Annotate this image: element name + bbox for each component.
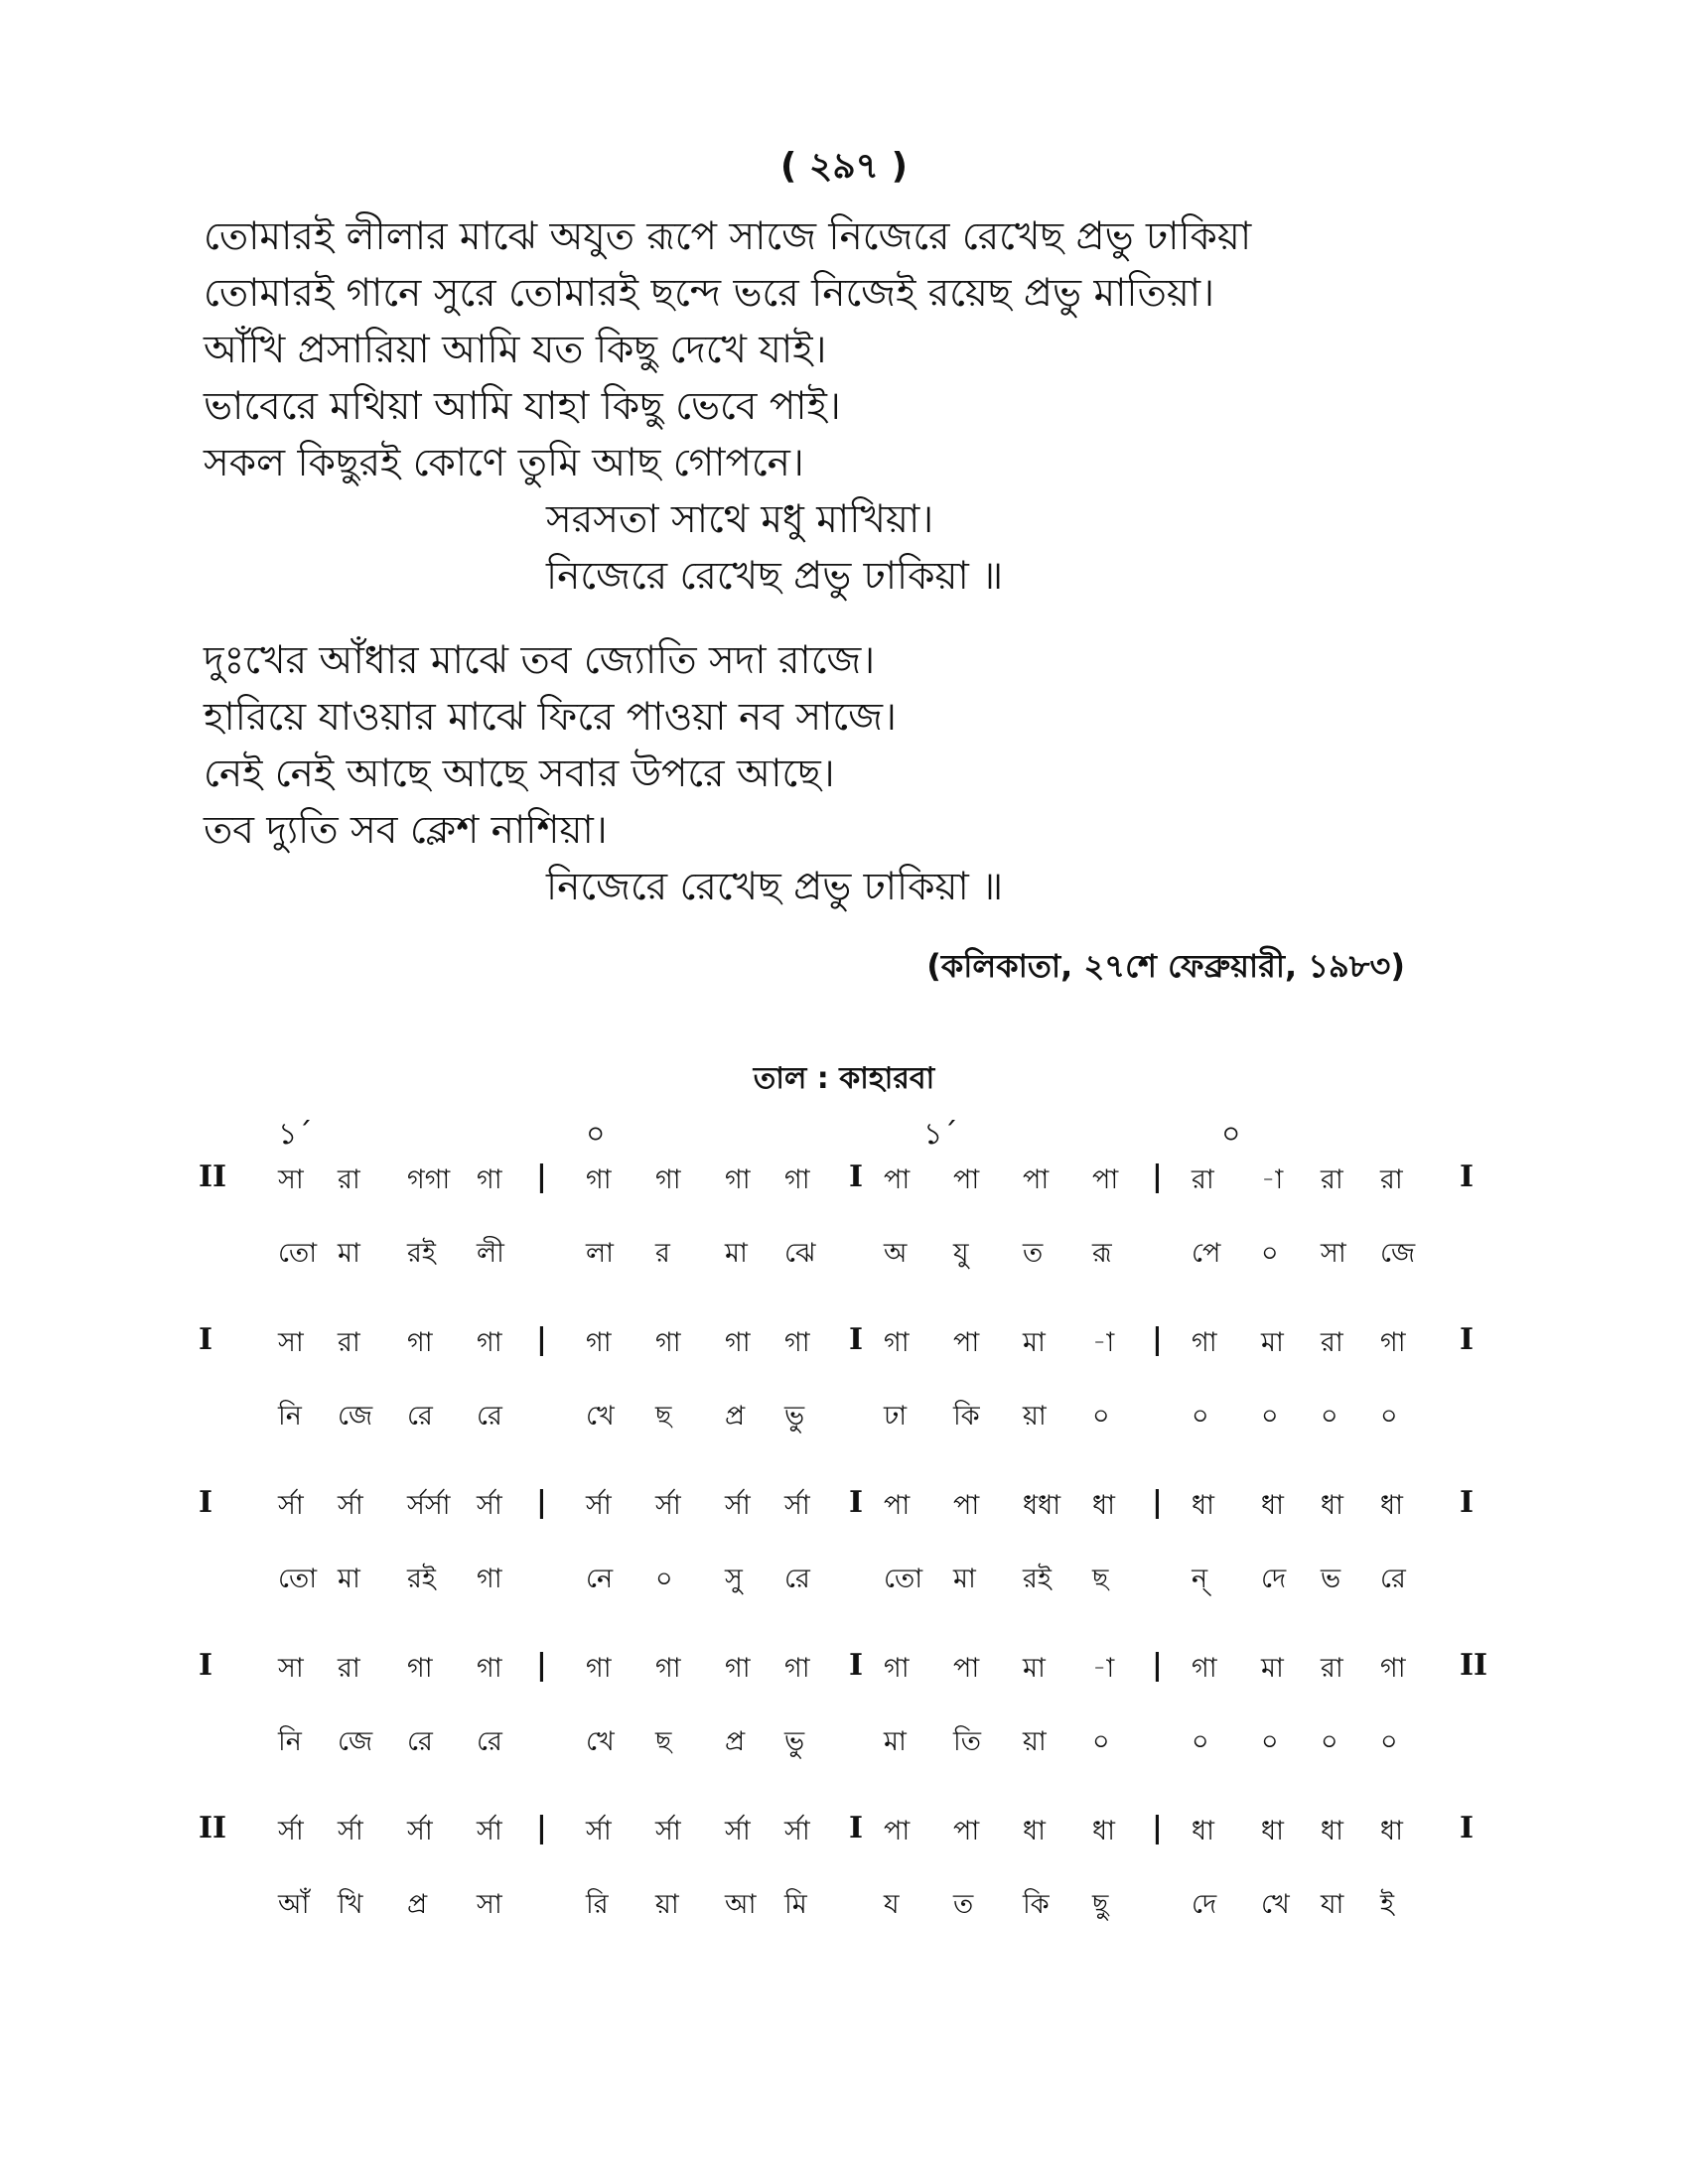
swara-note: ধা bbox=[1261, 1490, 1284, 1521]
beat-marker: ০ bbox=[1221, 1117, 1241, 1152]
syllable: জে bbox=[338, 1726, 373, 1757]
beat-marker: ১´ bbox=[278, 1117, 313, 1152]
lyric-line: নিজেরে রেখেছ প্রভু ঢাকিয়া ॥ bbox=[546, 554, 1004, 599]
lyric-line: নেই নেই আছে আছে সবার উপরে আছে। bbox=[204, 751, 835, 796]
swara-note: গা bbox=[1380, 1327, 1406, 1358]
syllable: মা bbox=[884, 1726, 907, 1757]
bar-line: | bbox=[1152, 1648, 1163, 1683]
bar-line: | bbox=[536, 1322, 547, 1357]
swara-note: র্সা bbox=[586, 1490, 612, 1521]
syllable-row bbox=[194, 1884, 1504, 1974]
syllable: ছু bbox=[1092, 1889, 1109, 1920]
bar-line: | bbox=[1152, 1160, 1163, 1194]
syllable: ০ bbox=[1092, 1401, 1110, 1432]
swara-note: গা bbox=[784, 1653, 810, 1684]
syllable: রই bbox=[407, 1238, 436, 1269]
swara-note: ধা bbox=[1092, 1490, 1115, 1521]
bar-line: I bbox=[849, 1160, 864, 1194]
swara-note: ধা bbox=[1261, 1816, 1284, 1846]
bar-line: | bbox=[536, 1648, 547, 1683]
swara-note: র্সা bbox=[725, 1816, 751, 1846]
syllable: আ bbox=[725, 1889, 757, 1920]
syllable: রূ bbox=[1092, 1238, 1112, 1269]
beat-markers bbox=[194, 1110, 1504, 1160]
syllable: ০ bbox=[1321, 1726, 1338, 1757]
swara-note: গগা bbox=[407, 1164, 451, 1195]
syllable: য়া bbox=[1023, 1726, 1047, 1757]
lyric-line: নিজেরে রেখেছ প্রভু ঢাকিয়া ॥ bbox=[546, 865, 1004, 909]
swara-note: গা bbox=[884, 1653, 910, 1684]
notation-row bbox=[194, 1811, 1504, 1884]
composition-dateline: (কলিকাতা, ২৭শে ফেব্রুয়ারী, ১৯৮৩) bbox=[926, 947, 1405, 985]
syllable: দে bbox=[1261, 1564, 1287, 1594]
swara-note: পা bbox=[953, 1327, 980, 1358]
syllable: দে bbox=[1192, 1889, 1217, 1920]
swara-note: র্সা bbox=[784, 1816, 810, 1846]
swaralipi-notation bbox=[194, 1110, 1504, 1974]
stanza-gap bbox=[204, 605, 1494, 632]
bar-line-open: II bbox=[199, 1160, 227, 1194]
bar-line: | bbox=[536, 1160, 547, 1194]
syllable: রে bbox=[784, 1564, 810, 1594]
tala-heading: তাল : কাহারবা bbox=[753, 1061, 935, 1096]
syllable: অ bbox=[884, 1238, 908, 1269]
notation-row bbox=[194, 1322, 1504, 1396]
swara-note: র্সা bbox=[655, 1490, 681, 1521]
bar-line: I bbox=[849, 1485, 864, 1520]
syllable: য়া bbox=[1023, 1401, 1047, 1432]
syllable: মা bbox=[953, 1564, 976, 1594]
bar-line-close: I bbox=[1460, 1322, 1475, 1357]
syllable: ঢা bbox=[884, 1401, 908, 1432]
lyric-line: সরসতা সাথে মধু মাখিয়া। bbox=[546, 497, 934, 542]
bar-line-close: I bbox=[1460, 1160, 1475, 1194]
bar-line: I bbox=[849, 1811, 864, 1845]
syllable: ০ bbox=[655, 1564, 673, 1594]
swara-note: গা bbox=[477, 1164, 502, 1195]
syllable: তি bbox=[953, 1726, 981, 1757]
swara-note: পা bbox=[884, 1490, 911, 1521]
syllable: ভু bbox=[784, 1401, 805, 1432]
swara-note: পা bbox=[953, 1816, 980, 1846]
syllable: রে bbox=[477, 1401, 502, 1432]
bar-line: I bbox=[849, 1648, 864, 1683]
swara-note: ধা bbox=[1192, 1816, 1214, 1846]
syllable-row bbox=[194, 1396, 1504, 1485]
lyric-line: ভাবেরে মথিয়া আমি যাহা কিছু ভেবে পাই। bbox=[204, 384, 841, 429]
syllable: ঝে bbox=[784, 1238, 816, 1269]
swara-note: র্সা bbox=[338, 1490, 363, 1521]
swara-note: গা bbox=[725, 1653, 751, 1684]
syllable: নি bbox=[278, 1401, 302, 1432]
swara-note: গা bbox=[655, 1327, 681, 1358]
syllable: ০ bbox=[1261, 1238, 1279, 1269]
syllable: জে bbox=[1380, 1238, 1416, 1269]
syllable: ০ bbox=[1261, 1726, 1279, 1757]
page-number: ( ২৯৭ ) bbox=[779, 146, 909, 187]
bar-line-open: I bbox=[199, 1322, 213, 1357]
swara-note: রা bbox=[338, 1164, 360, 1195]
syllable: ত bbox=[1023, 1238, 1044, 1269]
swara-note: গা bbox=[884, 1327, 910, 1358]
bar-line: | bbox=[536, 1811, 547, 1845]
swara-note: ধা bbox=[1192, 1490, 1214, 1521]
swara-note: ধধা bbox=[1023, 1490, 1061, 1521]
swara-note: সা bbox=[278, 1164, 304, 1195]
syllable-row bbox=[194, 1559, 1504, 1648]
syllable: যা bbox=[1321, 1889, 1344, 1920]
bar-line: | bbox=[1152, 1322, 1163, 1357]
swara-note: গা bbox=[477, 1653, 502, 1684]
swara-note: র্সা bbox=[278, 1490, 304, 1521]
swara-note: গা bbox=[586, 1164, 612, 1195]
swara-note: পা bbox=[884, 1164, 911, 1195]
swara-note: গা bbox=[407, 1327, 433, 1358]
syllable: রি bbox=[586, 1889, 609, 1920]
swara-note: গা bbox=[586, 1653, 612, 1684]
syllable: রে bbox=[407, 1401, 433, 1432]
swara-note: র্সর্সা bbox=[407, 1490, 451, 1521]
swara-note: গা bbox=[655, 1653, 681, 1684]
swara-note: রা bbox=[338, 1327, 360, 1358]
syllable: রই bbox=[1023, 1564, 1052, 1594]
syllable: য bbox=[884, 1889, 900, 1920]
syllable: সু bbox=[725, 1564, 743, 1594]
lyric-line: হারিয়ে যাওয়ার মাঝে ফিরে পাওয়া নব সাজে। bbox=[204, 695, 897, 740]
syllable: ভ bbox=[1321, 1564, 1341, 1594]
notation-row bbox=[194, 1648, 1504, 1721]
swara-note: র্সা bbox=[586, 1816, 612, 1846]
swara-note: র্সা bbox=[477, 1816, 502, 1846]
syllable: লা bbox=[586, 1238, 614, 1269]
syllable: র bbox=[655, 1238, 670, 1269]
syllable: মা bbox=[338, 1238, 360, 1269]
syllable: মি bbox=[784, 1889, 807, 1920]
syllable: পে bbox=[1192, 1238, 1221, 1269]
swara-note: গা bbox=[1380, 1653, 1406, 1684]
lyric-line: সকল কিছুরই কোণে তুমি আছ গোপনে। bbox=[204, 441, 804, 485]
bar-line: I bbox=[849, 1322, 864, 1357]
swara-note: মা bbox=[1261, 1327, 1284, 1358]
syllable: রই bbox=[407, 1564, 436, 1594]
syllable: য়া bbox=[655, 1889, 679, 1920]
swara-note: গা bbox=[407, 1653, 433, 1684]
bar-line-open: II bbox=[199, 1811, 227, 1845]
swara-note: রা bbox=[1380, 1164, 1403, 1195]
syllable: ০ bbox=[1261, 1401, 1279, 1432]
bar-line-close: I bbox=[1460, 1811, 1475, 1845]
syllable: ই bbox=[1380, 1889, 1395, 1920]
swara-note: পা bbox=[953, 1653, 980, 1684]
bar-line-close: II bbox=[1460, 1648, 1488, 1683]
syllable: ত bbox=[953, 1889, 974, 1920]
syllable: মা bbox=[338, 1564, 360, 1594]
syllable: তো bbox=[278, 1564, 318, 1594]
swara-note: ধা bbox=[1023, 1816, 1046, 1846]
lyric-line: দুঃখের আঁধার মাঝে তব জ্যোতি সদা রাজে। bbox=[204, 638, 876, 683]
syllable: নি bbox=[278, 1726, 302, 1757]
swara-note: গা bbox=[655, 1164, 681, 1195]
swara-note: ধা bbox=[1380, 1816, 1403, 1846]
syllable: ছ bbox=[655, 1401, 672, 1432]
beat-marker: ১´ bbox=[923, 1117, 958, 1152]
syllable: প্র bbox=[725, 1401, 746, 1432]
swara-note: রা bbox=[1321, 1653, 1343, 1684]
syllable: রে bbox=[1380, 1564, 1406, 1594]
syllable: ছ bbox=[1092, 1564, 1109, 1594]
swara-note: ধা bbox=[1321, 1490, 1343, 1521]
swara-note: র্সা bbox=[655, 1816, 681, 1846]
bar-line-open: I bbox=[199, 1648, 213, 1683]
lyric-line: তব দ্যুতি সব ক্লেশ নাশিয়া। bbox=[204, 808, 608, 853]
swara-note: রা bbox=[1321, 1327, 1343, 1358]
swara-note: ধা bbox=[1092, 1816, 1115, 1846]
syllable-row bbox=[194, 1721, 1504, 1811]
syllable: প্র bbox=[725, 1726, 746, 1757]
syllable: প্র bbox=[407, 1889, 428, 1920]
bar-line: | bbox=[1152, 1485, 1163, 1520]
swara-note: পা bbox=[953, 1164, 980, 1195]
swara-note: রা bbox=[338, 1653, 360, 1684]
bar-line: | bbox=[1152, 1811, 1163, 1845]
swara-note: -া bbox=[1092, 1327, 1115, 1358]
swara-note: রা bbox=[1192, 1164, 1214, 1195]
syllable: সা bbox=[477, 1889, 502, 1920]
swara-note: র্সা bbox=[338, 1816, 363, 1846]
swara-note: গা bbox=[784, 1164, 810, 1195]
syllable: ০ bbox=[1380, 1726, 1398, 1757]
swara-note: -া bbox=[1092, 1653, 1115, 1684]
swara-note: গা bbox=[586, 1327, 612, 1358]
lyric-line: তোমারই গানে সুরে তোমারই ছন্দে ভরে নিজেই রয়েছ প্রভু মাতিয়া। bbox=[204, 271, 1215, 316]
swara-note: পা bbox=[884, 1816, 911, 1846]
swara-note: র্সা bbox=[278, 1816, 304, 1846]
swara-note: ধা bbox=[1321, 1816, 1343, 1846]
syllable: কি bbox=[953, 1401, 980, 1432]
notation-row bbox=[194, 1485, 1504, 1559]
beat-marker: ০ bbox=[586, 1117, 606, 1152]
swara-note: গা bbox=[1192, 1653, 1217, 1684]
swara-note: মা bbox=[1023, 1327, 1046, 1358]
swara-note: সা bbox=[278, 1327, 304, 1358]
syllable: তো bbox=[278, 1238, 318, 1269]
swara-note: গা bbox=[725, 1327, 751, 1358]
swara-note: গা bbox=[725, 1164, 751, 1195]
syllable: খে bbox=[586, 1726, 615, 1757]
syllable: খে bbox=[1261, 1889, 1290, 1920]
swara-note: পা bbox=[1092, 1164, 1119, 1195]
syllable: লী bbox=[477, 1238, 504, 1269]
syllable: ০ bbox=[1380, 1401, 1398, 1432]
syllable: সা bbox=[1321, 1238, 1346, 1269]
syllable: খি bbox=[338, 1889, 363, 1920]
syllable: ছ bbox=[655, 1726, 672, 1757]
song-lyrics bbox=[204, 208, 1494, 915]
swara-note: -া bbox=[1261, 1164, 1284, 1195]
bar-line-close: I bbox=[1460, 1485, 1475, 1520]
syllable: খে bbox=[586, 1401, 615, 1432]
swara-note: গা bbox=[477, 1327, 502, 1358]
swara-note: মা bbox=[1261, 1653, 1284, 1684]
swara-note: র্সা bbox=[477, 1490, 502, 1521]
syllable: ০ bbox=[1192, 1401, 1209, 1432]
syllable: ন্ bbox=[1192, 1564, 1208, 1594]
swara-note: ধা bbox=[1380, 1490, 1403, 1521]
syllable: কি bbox=[1023, 1889, 1050, 1920]
syllable: জে bbox=[338, 1401, 373, 1432]
syllable: রে bbox=[477, 1726, 502, 1757]
swara-note: র্সা bbox=[784, 1490, 810, 1521]
notation-row bbox=[194, 1160, 1504, 1233]
syllable: তো bbox=[884, 1564, 923, 1594]
swara-note: পা bbox=[1023, 1164, 1050, 1195]
syllable-row bbox=[194, 1233, 1504, 1322]
syllable: রে bbox=[407, 1726, 433, 1757]
swara-note: রা bbox=[1321, 1164, 1343, 1195]
swara-note: গা bbox=[784, 1327, 810, 1358]
syllable: গা bbox=[477, 1564, 502, 1594]
syllable: যু bbox=[953, 1238, 969, 1269]
bar-line-open: I bbox=[199, 1485, 213, 1520]
syllable: মা bbox=[725, 1238, 748, 1269]
swara-note: র্সা bbox=[407, 1816, 433, 1846]
swara-note: পা bbox=[953, 1490, 980, 1521]
swara-note: গা bbox=[1192, 1327, 1217, 1358]
syllable: ০ bbox=[1321, 1401, 1338, 1432]
syllable: ০ bbox=[1092, 1726, 1110, 1757]
bar-line: | bbox=[536, 1485, 547, 1520]
syllable: আঁ bbox=[278, 1889, 310, 1920]
swara-note: মা bbox=[1023, 1653, 1046, 1684]
syllable: নে bbox=[586, 1564, 614, 1594]
swara-note: সা bbox=[278, 1653, 304, 1684]
syllable: ভু bbox=[784, 1726, 805, 1757]
lyric-line: আঁখি প্রসারিয়া আমি যত কিছু দেখে যাই। bbox=[204, 328, 827, 372]
syllable: ০ bbox=[1192, 1726, 1209, 1757]
swara-note: র্সা bbox=[725, 1490, 751, 1521]
lyric-line: তোমারই লীলার মাঝে অযুত রূপে সাজে নিজেরে রেখেছ প্রভু ঢাকিয়া bbox=[204, 214, 1252, 259]
